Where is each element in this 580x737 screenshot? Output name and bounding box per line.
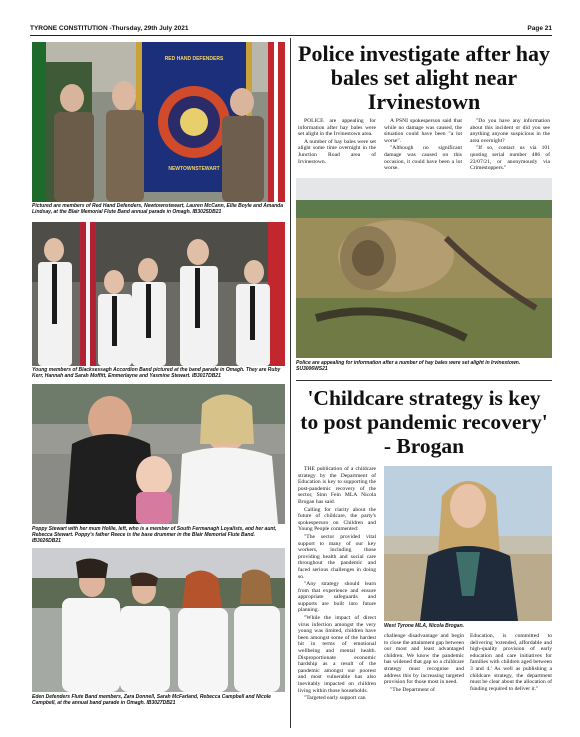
- banner-line-bottom: NEWTOWNSTEWART: [168, 166, 220, 172]
- header-page-number: Page 21: [527, 25, 552, 32]
- photo-blacksessagh-band-image: [32, 222, 285, 366]
- photo-hay-bale-image: [296, 178, 552, 358]
- story1-column-2: [384, 118, 462, 173]
- story2-col1-para: "The sector provided vital support to many of our key workers, including those providing health and social care throughout the pandemic and faced serious challenges in doing so.: [298, 533, 376, 580]
- story1-col1-para: A number of hay bales were set alight some time overnight in the Junction Road area of Irvinestown.: [298, 138, 376, 165]
- story2-col1-para: "Any strategy should learn from that experience and ensure appropriate safeguards and supports are built into future planning.: [298, 581, 376, 614]
- story2-col1-para: Calling for clarity about the future of childcare, the party's spokesperson on Children and Young People commented:: [298, 506, 376, 533]
- photo-nicola-brogan: [384, 466, 552, 621]
- photo-eden-defenders-image: [32, 548, 285, 692]
- header-publication-date: TYRONE CONSTITUTION -Thursday, 29th July 2021: [30, 25, 189, 32]
- story2-column-1: [298, 466, 376, 703]
- story1-headline: Police investigate after hay bales set alight near Irvinestown: [298, 41, 550, 114]
- story2-col3-para: Education, is committed to delivering 'extended, affordable and high-quality provision of early education and care initiatives for families with children aged between 3 and 4.' As well as publishing a childcare strategy, the department must be clear about the allocation of funding required to deliver it.": [470, 633, 552, 692]
- story2-column-2: [384, 633, 464, 694]
- photo-red-hand-defenders-image: [32, 42, 285, 202]
- page-header: [30, 24, 552, 36]
- story2-column-3: [470, 633, 552, 693]
- photo-caption-4: Eden Defenders Flute Band members, Zara Donnell, Sarah McFarland, Rebecca Campbell and Nicole Campbell, at the annual band parade in Omagh. IB3027DB21: [32, 694, 271, 706]
- story2-col2-para: challenge disadvantage and begin to close the attainment gap between our most and least advantaged children. We know the pandemic has widened that gap so a childcare strategy must recognise and address this by increasing targeted provision for those most in need.: [384, 633, 464, 686]
- banner-text: [146, 56, 242, 63]
- story1-col3-para: "Do you have any information about this incident or did you see anything anyone suspicious in the area overnight?: [470, 118, 550, 144]
- story1-column-3: [470, 118, 550, 173]
- story2-headline: 'Childcare strategy is key to post pandemic recovery' - Brogan: [300, 386, 548, 458]
- story2-col1-para: "While the impact of direct virus infection amongst the very young was limited, children have been amongst some of the hardest hit in terms of emotional wellbeing and mental health. Disproportionate economic hardship as a result of the pandemic amongst our poorest and most vulnerable has also inevitably impacted on children living within those households.: [298, 615, 376, 694]
- story1-col2-para: "Although no significant damage was caused on this occasion, it could have been a lot worse.: [384, 145, 462, 172]
- hay-bale-caption: Police are appealing for information after a number of hay bales were set alight in Irvinestown. SU3006WS21: [296, 360, 521, 372]
- photo-nicola-brogan-image: [384, 466, 552, 621]
- story2-col1-para: "Targeted early support can: [304, 695, 366, 702]
- photo-blacksessagh-band: [32, 222, 285, 366]
- story-divider: [296, 380, 552, 381]
- story1-col1-para: POLICE are appealing for information after hay bales were set alight in the Irvinestown area.: [298, 118, 376, 138]
- story2-col1-para: THE publication of a childcare strategy by the Department of Education is key to supporting the post-pandemic recovery of the sector, Sinn Fein MLA Nicola Brogan has said.: [298, 466, 376, 505]
- photo-poppy-stewart-image: [32, 384, 285, 524]
- photo-eden-defenders: [32, 548, 285, 692]
- story2-col2-para: "The Department of: [390, 686, 435, 693]
- column-divider: [290, 38, 291, 728]
- story1-column-1: [298, 118, 376, 166]
- banner-line-top: RED HAND DEFENDERS: [164, 56, 224, 62]
- story1-col2-para: A PSNI spokesperson said that while no damage was caused, the situation could have been "a lot worse".: [384, 118, 462, 144]
- banner-text-bottom: [146, 166, 242, 172]
- photo-caption-1: Pictured are members of Red Hand Defenders, Newtownstewart, Lauren McCann, Ellie Boyle and Amanda Lindsay, at the Blair Memorial Flute Band annual parade in Omagh. IB3025DB21: [32, 203, 283, 215]
- photo-caption-2: Young members of Blacksessagh Accordion Band pictured at the band parade in Omagh. They are Ruby Kerr, Hannah and Sarah Moffitt, Emmerlayne and Yasmine Stewart. IB3017DB21: [32, 367, 281, 379]
- photo-red-hand-defenders: [32, 42, 285, 202]
- photo-hay-bale: [296, 178, 552, 358]
- photo-poppy-stewart: [32, 384, 285, 524]
- story1-col3-para: "If so, contact us via 101 quoting serial number 486 of 23/07/21, or anonymously via Crimestoppers.": [470, 145, 550, 172]
- photo-caption-3: Poppy Stewart with her mum Hollie, left, who is a member of South Fermanagh Loyalists, and her aunt, Rebecca Stewart. Poppy's father Reece is the base drummer in the Blair Memorial Flute Band. IB3026DB21: [32, 526, 277, 544]
- nicola-brogan-caption: West Tyrone MLA, Nicola Brogan.: [384, 623, 465, 629]
